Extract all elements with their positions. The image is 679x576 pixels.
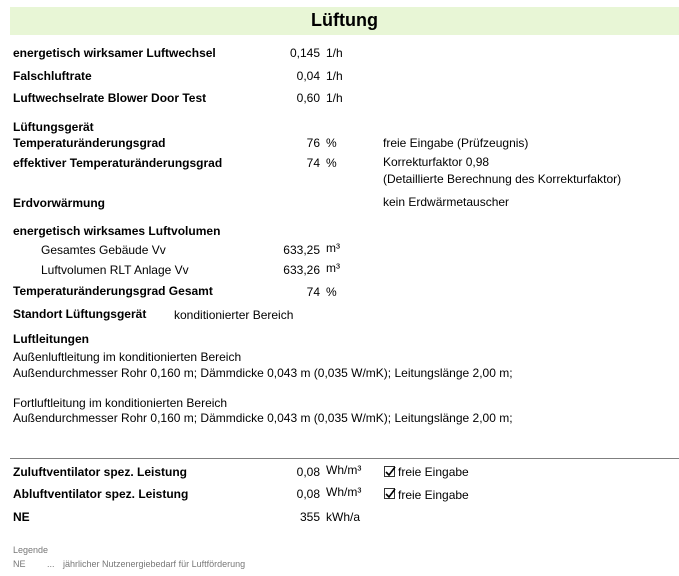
tg-value: 76 [306, 136, 320, 150]
gebaeude-unit: m³ [326, 241, 340, 255]
rlt-unit: m³ [326, 261, 340, 275]
zuluft-label: Zuluftventilator spez. Leistung [13, 465, 188, 479]
geraet-heading: Lüftungsgerät [13, 120, 94, 134]
rlt-value: 633,26 [283, 263, 320, 277]
standort-label: Standort Lüftungsgerät [13, 307, 147, 321]
tg-eff-unit: % [326, 156, 337, 170]
legende-key: NE [13, 559, 26, 569]
zuluft-checkbox[interactable] [384, 466, 395, 477]
ne-label: NE [13, 510, 30, 524]
gebaeude-value: 633,25 [283, 243, 320, 257]
tg-eff-value: 74 [306, 156, 320, 170]
page-title: Lüftung [311, 10, 378, 30]
divider [10, 458, 679, 459]
blowerdoor-unit: 1/h [326, 91, 343, 105]
title-bar [10, 7, 679, 35]
tg-eff-note2: (Detaillierte Berechnung des Korrekturfaktor) [383, 172, 622, 186]
tg-gesamt-label: Temperaturänderungsgrad Gesamt [13, 284, 213, 298]
fort-title: Fortluftleitung im konditionierten Bereich [13, 396, 228, 410]
standort-value: konditionierter Bereich [174, 308, 294, 322]
tg-label: Temperaturänderungsgrad [13, 136, 166, 150]
falschluft-value: 0,04 [296, 69, 320, 83]
abluft-unit: Wh/m³ [326, 485, 362, 499]
tg-gesamt-unit: % [326, 285, 337, 299]
luftwechsel-label: energetisch wirksamer Luftwechsel [13, 46, 216, 60]
blowerdoor-label: Luftwechselrate Blower Door Test [13, 91, 207, 105]
checkmark-icon [384, 465, 397, 478]
legende-heading: Legende [13, 545, 49, 555]
zuluft-checkbox-label[interactable]: freie Eingabe [398, 465, 469, 479]
falschluft-label: Falschluftrate [13, 69, 92, 83]
volumen-heading: energetisch wirksames Luftvolumen [13, 224, 221, 238]
blowerdoor-value: 0,60 [296, 91, 320, 105]
tg-note: freie Eingabe (Prüfzeugnis) [383, 136, 529, 150]
zuluft-value: 0,08 [296, 465, 320, 479]
fort-detail: Außendurchmesser Rohr 0,160 m; Dämmdicke 0,043 m (0,035 W/mK); Leitungslänge 2,00 m; [13, 411, 513, 425]
tg-unit: % [326, 136, 337, 150]
legende-dots: ... [47, 559, 55, 569]
tg-eff-note1: Korrekturfaktor 0,98 [383, 155, 490, 169]
ne-value: 355 [299, 510, 320, 524]
tg-gesamt-value: 74 [306, 285, 320, 299]
zuluft-unit: Wh/m³ [326, 463, 362, 477]
aussen-title: Außenluftleitung im konditionierten Bereich [13, 350, 242, 364]
ne-unit: kWh/a [326, 510, 361, 524]
leitungen-heading: Luftleitungen [13, 332, 89, 346]
falschluft-unit: 1/h [326, 69, 343, 83]
gebaeude-label: Gesamtes Gebäude Vv [41, 243, 166, 257]
tg-eff-label: effektiver Temperaturänderungsgrad [13, 156, 223, 170]
abluft-checkbox-label[interactable]: freie Eingabe [398, 488, 469, 502]
abluft-checkbox[interactable] [384, 488, 395, 499]
rlt-label: Luftvolumen RLT Anlage Vv [41, 263, 189, 277]
luftwechsel-unit: 1/h [326, 46, 343, 60]
legende-text: jährlicher Nutzenergiebedarf für Luftförderung [63, 559, 246, 569]
abluft-value: 0,08 [296, 487, 320, 501]
checkmark-icon [384, 487, 397, 500]
erd-label: Erdvorwärmung [13, 196, 106, 210]
erd-note: kein Erdwärmetauscher [383, 195, 510, 209]
luftwechsel-value: 0,145 [289, 46, 320, 60]
aussen-detail: Außendurchmesser Rohr 0,160 m; Dämmdicke 0,043 m (0,035 W/mK); Leitungslänge 2,00 m; [13, 366, 513, 380]
abluft-label: Abluftventilator spez. Leistung [13, 487, 189, 501]
